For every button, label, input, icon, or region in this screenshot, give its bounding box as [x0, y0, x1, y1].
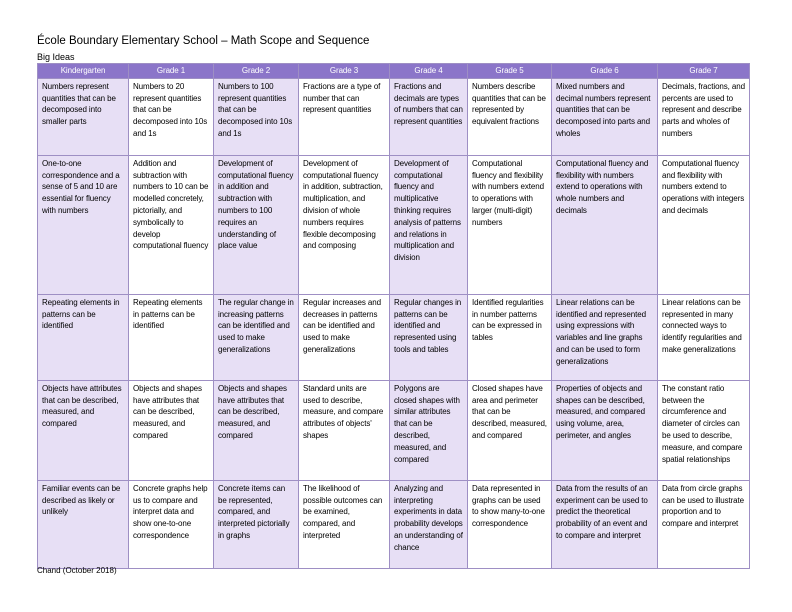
scope-sequence-table: [37, 63, 750, 569]
table-cell: Numbers to 100 represent quantities that can be decomposed into 10s and 1s: [214, 78, 299, 155]
table-row-shape-measurement: [38, 380, 750, 480]
table-cell: Development of computational fluency and multiplicative thinking requires analysis of patterns and relations in multiplication and division: [390, 155, 468, 294]
table-cell: Development of computational fluency in addition, subtraction, multiplication, and division of whole numbers requires flexible decomposing and composing: [299, 155, 390, 294]
table-cell: Analyzing and interpreting experiments in data probability develops an understanding of chance: [390, 480, 468, 568]
table-cell: Polygons are closed shapes with similar attributes that can be described, measured, and compared: [390, 380, 468, 480]
table-cell: Data from the results of an experiment can be used to predict the theoretical probability of an event and to compare and interpret: [552, 480, 658, 568]
table-cell: Decimals, fractions, and percents are used to represent and describe parts and wholes of numbers: [658, 78, 750, 155]
table-cell: Mixed numbers and decimal numbers represent quantities that can be decomposed into parts and wholes: [552, 78, 658, 155]
table-cell: The constant ratio between the circumference and diameter of circles can be used to describe, measure, and compare spatial relationships: [658, 380, 750, 480]
column-header-grade-6: Grade 6: [552, 64, 658, 79]
table-cell: Addition and subtraction with numbers to 10 can be modelled concretely, pictorially, and symbolically to develop computational fluency: [129, 155, 214, 294]
table-cell: Objects and shapes have attributes that can be described, measured, and compared: [214, 380, 299, 480]
table-cell: Objects and shapes have attributes that can be described, measured, and compared: [129, 380, 214, 480]
table-cell: Data represented in graphs can be used to show many-to-one correspondence: [468, 480, 552, 568]
table-cell: Objects have attributes that can be described, measured, and compared: [38, 380, 129, 480]
table-cell: Standard units are used to describe, measure, and compare attributes of objects' shapes: [299, 380, 390, 480]
table-cell: Computational fluency and flexibility with numbers extend to operations with integers and decimals: [658, 155, 750, 294]
table-cell: One-to-one correspondence and a sense of 5 and 10 are essential for fluency with numbers: [38, 155, 129, 294]
table-row-patterns: [38, 294, 750, 380]
table-cell: Closed shapes have area and perimeter that can be described, measured, and compared: [468, 380, 552, 480]
table-cell: Linear relations can be represented in many connected ways to identify regularities and make generalizations: [658, 294, 750, 380]
table-cell: The likelihood of possible outcomes can be examined, compared, and interpreted: [299, 480, 390, 568]
table-cell: Properties of objects and shapes can be described, measured, and compared using volume, area, perimeter, and angles: [552, 380, 658, 480]
column-header-grade-5: Grade 5: [468, 64, 552, 79]
table-cell: Concrete graphs help us to compare and interpret data and show one-to-one correspondence: [129, 480, 214, 568]
table-cell: Linear relations can be identified and represented using expressions with variables and line graphs and can be used to form generalizations: [552, 294, 658, 380]
table-cell: Identified regularities in number patterns can be expressed in tables: [468, 294, 552, 380]
table-cell: Regular changes in patterns can be identified and represented using tools and tables: [390, 294, 468, 380]
table-row-number-sense: [38, 78, 750, 155]
column-header-grade-2: Grade 2: [214, 64, 299, 79]
table-cell: Computational fluency and flexibility with numbers extend to operations with larger (multi-digit) numbers: [468, 155, 552, 294]
table-cell: Computational fluency and flexibility with numbers extend to operations with whole numbers and decimals: [552, 155, 658, 294]
table-cell: Development of computational fluency in addition and subtraction with numbers to 100 requires an understanding of place value: [214, 155, 299, 294]
table-cell: Fractions are a type of number that can represent quantities: [299, 78, 390, 155]
table-cell: Concrete items can be represented, compared, and interpreted pictorially in graphs: [214, 480, 299, 568]
table-cell: Familiar events can be described as likely or unlikely: [38, 480, 129, 568]
column-header-grade-3: Grade 3: [299, 64, 390, 79]
column-header-grade-1: Grade 1: [129, 64, 214, 79]
table-cell: Numbers to 20 represent quantities that can be decomposed into 10s and 1s: [129, 78, 214, 155]
table-row-computational-fluency: [38, 155, 750, 294]
table-cell: Numbers describe quantities that can be represented by equivalent fractions: [468, 78, 552, 155]
table-cell: Data from circle graphs can be used to illustrate proportion and to compare and interpret: [658, 480, 750, 568]
column-header-grade-7: Grade 7: [658, 64, 750, 79]
table-cell: Repeating elements in patterns can be identified: [38, 294, 129, 380]
header-row: [38, 64, 750, 79]
table-cell: Fractions and decimals are types of numbers that can represent quantities: [390, 78, 468, 155]
column-header-kindergarten: Kindergarten: [38, 64, 129, 79]
table-cell: Repeating elements in patterns can be identified: [129, 294, 214, 380]
column-header-grade-4: Grade 4: [390, 64, 468, 79]
page-title: École Boundary Elementary School – Math Scope and Sequence: [37, 35, 370, 47]
table-row-data-probability: [38, 480, 750, 568]
footer-author-date: Chand (October 2018): [37, 566, 117, 575]
section-heading-big-ideas: Big Ideas: [37, 52, 75, 62]
table-cell: Numbers represent quantities that can be decomposed into smaller parts: [38, 78, 129, 155]
table-cell: The regular change in increasing patterns can be identified and used to make generalizations: [214, 294, 299, 380]
table-cell: Regular increases and decreases in patterns can be identified and used to make generalizations: [299, 294, 390, 380]
